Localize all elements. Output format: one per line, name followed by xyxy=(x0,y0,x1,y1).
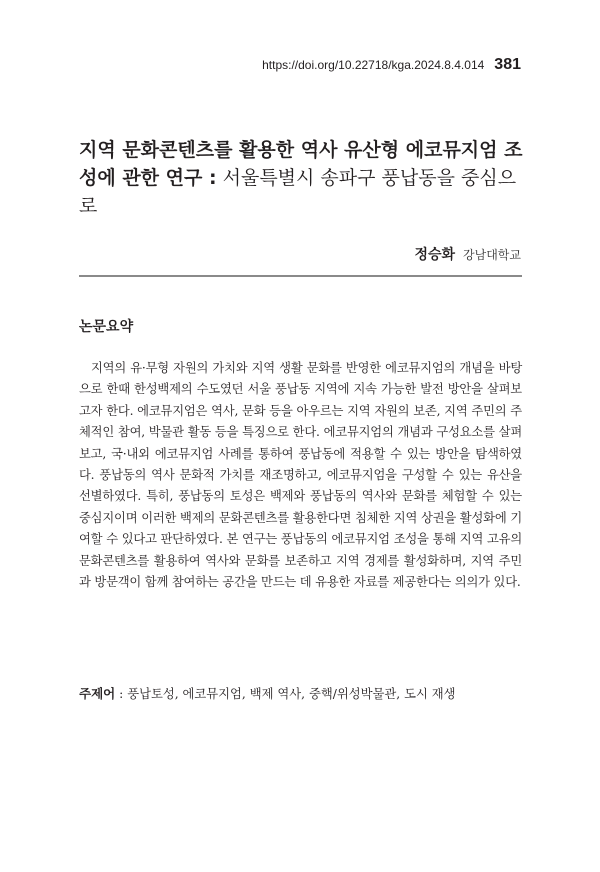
keywords-label: 주제어 xyxy=(79,686,116,701)
paper-title xyxy=(79,136,529,220)
abstract-heading: 논문요약 xyxy=(79,319,134,335)
doi-link[interactable]: https://doi.org/10.22718/kga.2024.8.4.014 xyxy=(262,58,485,72)
page-number: 381 xyxy=(494,56,521,73)
author-name: 정승화 xyxy=(414,247,456,263)
keywords-values: 풍납토성, 에코뮤지엄, 백제 역사, 중핵/위성박물관, 도시 재생 xyxy=(127,687,456,701)
title-main: 지역 문화콘텐츠를 활용한 역사 유산형 에코뮤지엄 조성에 관한 연구 : xyxy=(79,139,523,189)
abstract-body: 지역의 유·무형 자원의 가치와 지역 생활 문화를 반영한 에코뮤지엄의 개념을 바탕으로 한때 한성백제의 수도였던 서울 풍납동 지역에 지속 가능한 발전 방안을 살펴보고자 한다. 에코뮤지엄은 역사, 문화 등을 아우르는 지역 자원의 보존, 지역 주민의 주체적인 참여, 박물관 활동 등을 특징으로 한다. 에코뮤지엄의 개념과 구성요소를 살펴보고, 국·내외 에코뮤지엄 사례를 통하여 풍납동에 적용할 수 있는 방안을 탐색하였다. 풍납동의 역사 문화적 가치를 재조명하고, 에코뮤지엄을 구성할 수 있는 유산을 선별하였다. 특히, 풍납동의 토성은 백제와 풍납동의 역사와 문화를 체험할 수 있는 중심지이며 이러한 백제의 문화콘텐츠를 활용한다면 침체한 지역 상권을 활성화에 기여할 수 있다고 판단하였다. 본 연구는 풍납동의 에코뮤지엄 조성을 통해 지역 고유의 문화콘텐츠를 활용하여 역사와 문화를 보존하고 지역 경제를 활성화하며, 지역 주민과 방문객이 함께 참여하는 공간을 만드는 데 유용한 자료를 제공한다는 의의가 있다. xyxy=(79,361,522,590)
running-header xyxy=(262,56,521,74)
title-divider xyxy=(79,275,522,277)
keywords-line xyxy=(79,684,529,702)
keywords-separator: : xyxy=(115,687,128,701)
author-line xyxy=(414,244,521,264)
title-subtitle: 서울특별시 송파구 풍납동을 중심으로 xyxy=(79,167,517,217)
author-affiliation: 강남대학교 xyxy=(463,248,521,262)
